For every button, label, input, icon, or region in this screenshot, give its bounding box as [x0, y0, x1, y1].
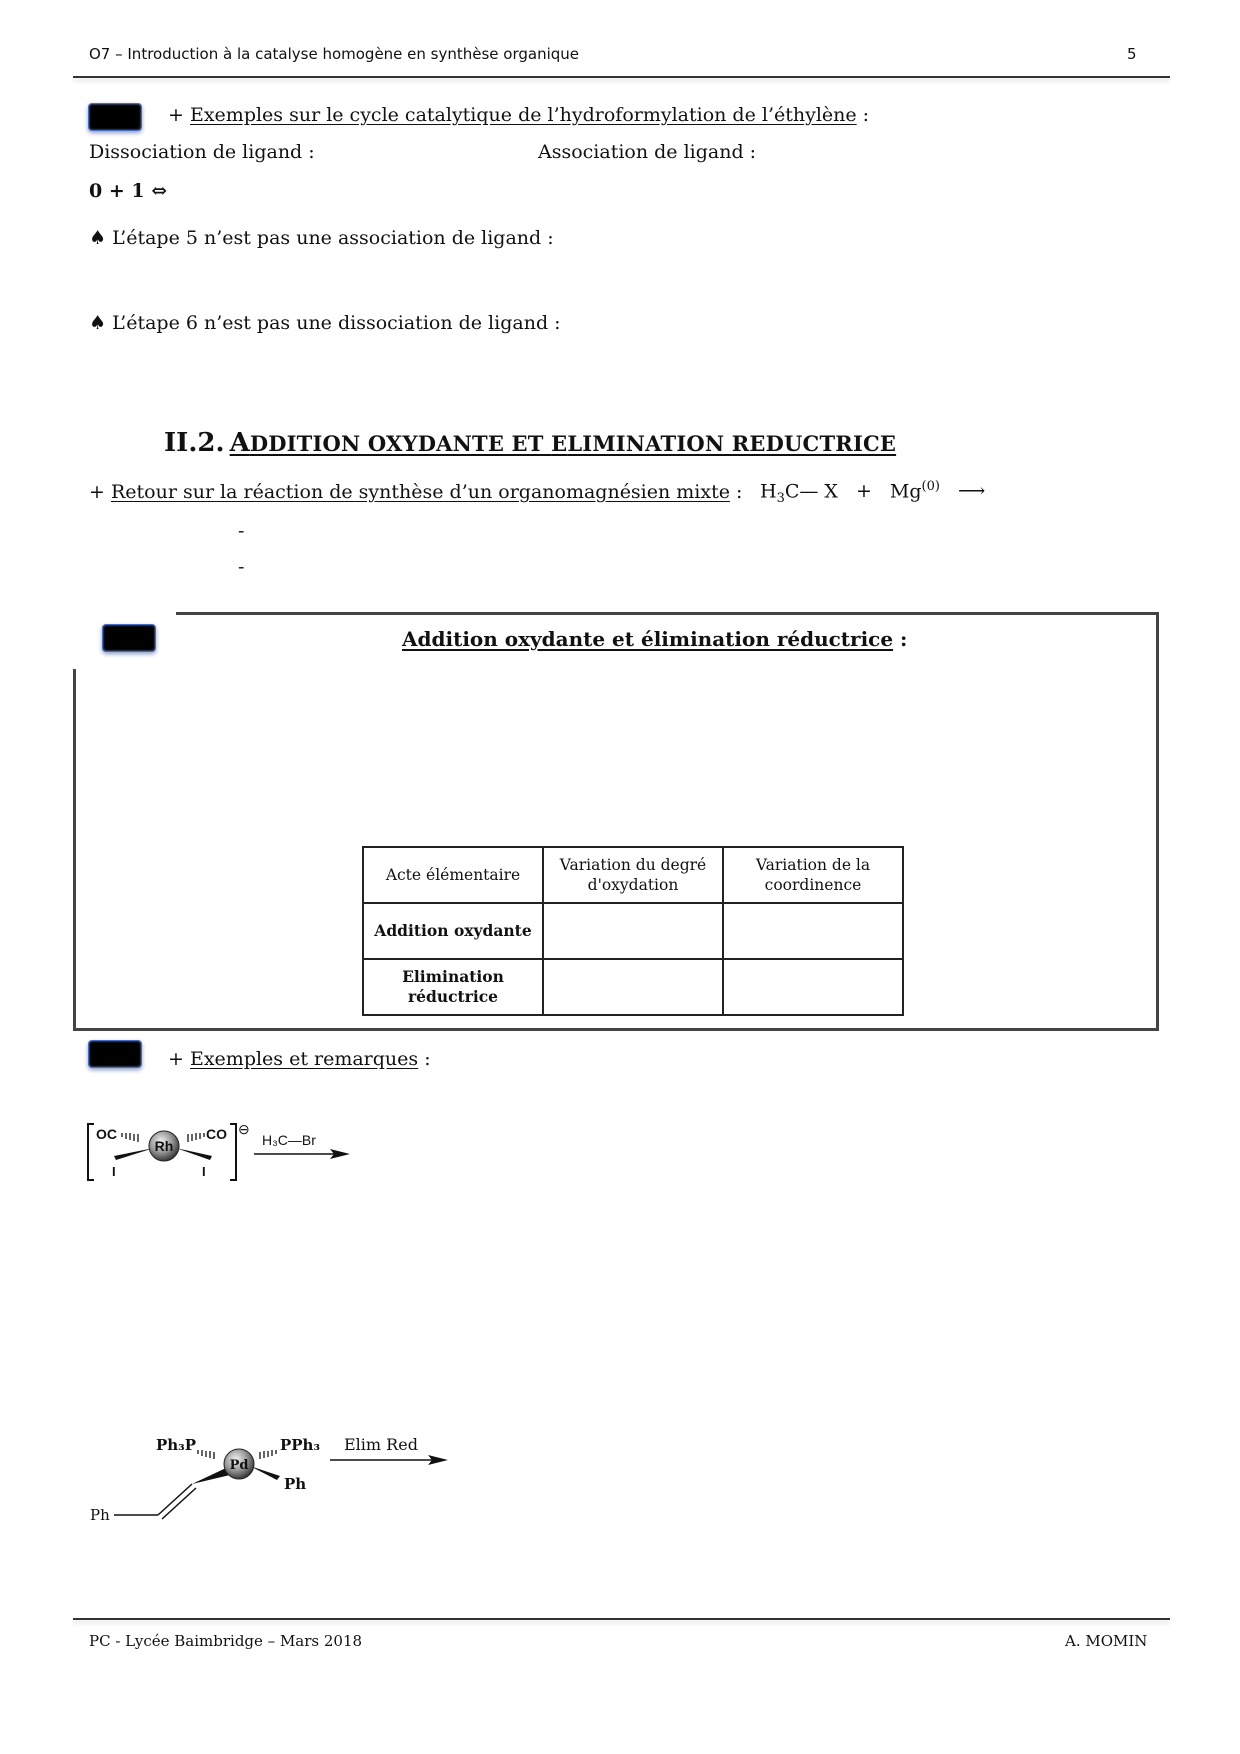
elim-red-label: Elim Red [344, 1435, 418, 1454]
table-header-cell: Acte élémentaire [363, 847, 543, 903]
footer-rule [73, 1618, 1170, 1620]
step5-text: L’étape 5 n’est pas une association de ligand : [112, 227, 554, 249]
table-cell: Addition oxydante [363, 903, 543, 959]
bracket-left [88, 1124, 94, 1180]
definition-title: Addition oxydante et élimination réductrice : [402, 627, 908, 651]
examples-remarks-heading: + Exemples et remarques : [168, 1048, 431, 1070]
wedge-bond-ph [250, 1466, 280, 1480]
vinyl-double-bond-a [158, 1484, 192, 1515]
box-bottom-border [73, 1028, 1159, 1031]
oc-ligand-label: OC [96, 1126, 117, 1142]
vinyl-double-bond-b [162, 1488, 196, 1519]
table-header-cell: Variation du degré d'oxydation [543, 847, 723, 903]
examples-cycle-heading-text: Exemples sur le cycle catalytique de l’hydroformylation de l’éthylène [189, 104, 857, 126]
iodide-label-left: I [112, 1164, 116, 1179]
badge-icon [88, 103, 142, 131]
elementary-acts-table [362, 846, 904, 1016]
pd-complex-diagram [84, 1420, 464, 1530]
spade-icon: ♠ [89, 227, 107, 249]
box-top-border [176, 612, 1159, 615]
dissociation-label: Dissociation de ligand : [89, 141, 315, 163]
page-number: 5 [1127, 45, 1137, 63]
badge-icon [88, 1040, 142, 1068]
box-left-border [73, 669, 76, 1031]
association-label: Association de ligand : [538, 141, 757, 163]
pph3-left-label: Ph₃P [156, 1436, 197, 1454]
table-cell[interactable] [543, 959, 723, 1015]
step5-note [89, 227, 554, 249]
table-row [363, 847, 903, 903]
section-title-text: ADDITION OXYDANTE ET ELIMINATION REDUCTRICE [229, 428, 897, 458]
header-title: O7 – Introduction à la catalyse homogène en synthèse organique [89, 45, 580, 63]
header-rule [73, 76, 1170, 78]
hashed-bond-left [198, 1450, 214, 1459]
co-ligand-label: CO [206, 1126, 227, 1142]
wedge-bond-left [114, 1148, 154, 1160]
table-cell[interactable] [543, 903, 723, 959]
hashed-bond-right [188, 1133, 204, 1142]
hashed-bond-right [260, 1450, 276, 1459]
ph-ligand-label: Ph [284, 1475, 307, 1493]
dash-item-1: - [238, 520, 245, 542]
vinyl-ph-label: Ph [90, 1506, 110, 1524]
ligand-equation: 0 + 1 ⇔ [89, 180, 168, 202]
dash-item-2: - [238, 556, 245, 578]
table-header-cell: Variation de la coordinence [723, 847, 903, 903]
footer-right: A. MOMIN [1065, 1632, 1148, 1650]
table-cell[interactable] [723, 959, 903, 1015]
hashed-bond-left [122, 1133, 138, 1142]
table-row [363, 959, 903, 1015]
table-cell[interactable] [723, 903, 903, 959]
box-right-border [1156, 612, 1159, 1031]
examples-cycle-heading: + Exemples sur le cycle catalytique de l’hydroformylation de l’éthylène : [168, 104, 870, 126]
retour-line: + Retour sur la réaction de synthèse d’un organomagnésien mixte : [89, 481, 743, 503]
step6-text: L’étape 6 n’est pas une dissociation de ligand : [112, 312, 561, 334]
pph3-right-label: PPh₃ [280, 1436, 321, 1454]
rh-label: Rh [154, 1138, 174, 1154]
examples-remarks-text: Exemples et remarques [189, 1048, 419, 1070]
spade-icon: ♠ [89, 312, 107, 334]
wedge-bond-vinyl [192, 1468, 230, 1484]
step6-note [89, 312, 561, 334]
reagent-label: H₃C—Br [262, 1132, 316, 1148]
bracket-right [230, 1124, 236, 1180]
iodide-label-right: I [202, 1164, 206, 1179]
grignard-reaction: $H_3C—$ $X + Mg^{(0)}$ ⟶ [760, 479, 986, 507]
section-title [164, 428, 896, 458]
section-number: II.2. [164, 428, 225, 458]
charge-icon: ⊖ [238, 1121, 250, 1137]
footer-left: PC - Lycée Baimbridge – Mars 2018 [89, 1632, 363, 1650]
pd-label: Pd [229, 1458, 249, 1473]
badge-icon [102, 624, 156, 652]
table-cell: Elimination réductrice [363, 959, 543, 1015]
wedge-bond-right [176, 1148, 212, 1160]
table-row [363, 903, 903, 959]
retour-label: Retour sur la réaction de synthèse d’un organomagnésien mixte [110, 481, 730, 503]
rh-complex-diagram [84, 1118, 364, 1183]
